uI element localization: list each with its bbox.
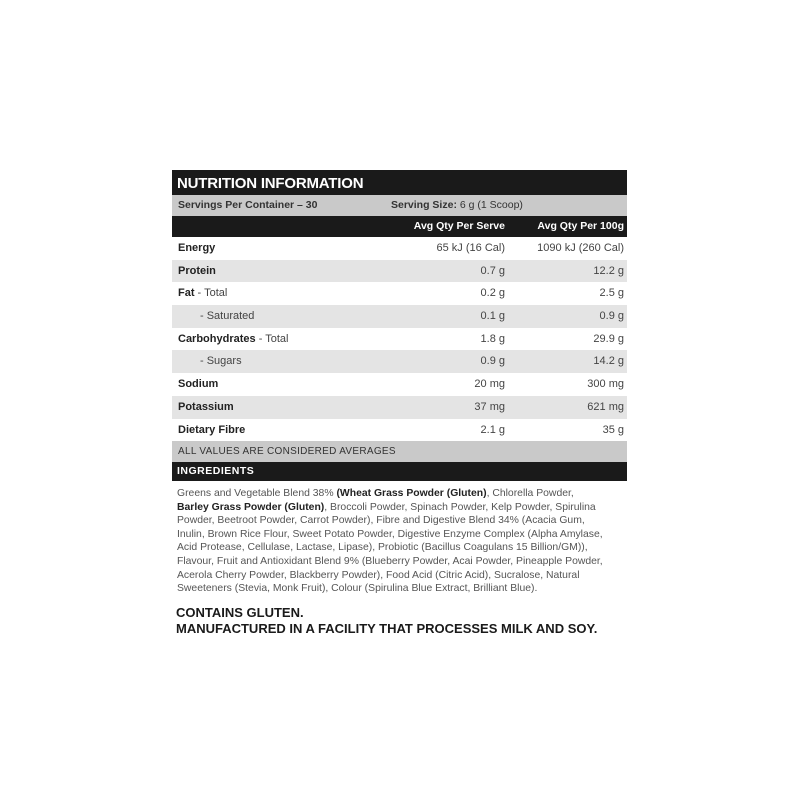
allergen-ingredient: Barley Grass Powder (Gluten): [177, 501, 325, 513]
nutrition-row: [172, 350, 627, 373]
per-100g-value: 0.9 g: [599, 310, 624, 323]
ingredients-text: [177, 487, 603, 596]
per-100g-value: 1090 kJ (260 Cal): [537, 242, 624, 254]
nutrient-label: [178, 287, 227, 299]
column-header-per-serve: Avg Qty Per Serve: [413, 220, 505, 232]
nutrient-qualifier: - Total: [194, 287, 228, 300]
warning-facility: MANUFACTURED IN A FACILITY THAT PROCESSES MILK AND SOY.: [176, 621, 598, 636]
nutrient-qualifier: - Total: [255, 332, 289, 345]
table-header: [172, 216, 627, 237]
serving-size-label: Serving Size:: [391, 199, 457, 211]
ingredient-text: Powder, Beetroot Powder, Carrot Powder), Fibre and Digestive Blend 34% (Acacia Gum,: [177, 515, 585, 527]
per-100g-value: 300 mg: [587, 378, 624, 391]
ingredient-text: Greens and Vegetable Blend 38%: [177, 488, 337, 499]
ingredients-line: [177, 569, 603, 583]
nutrient-qualifier: - Saturated: [200, 310, 255, 323]
nutrient-label: [200, 310, 254, 322]
ingredients-line: [177, 528, 603, 542]
nutrition-panel: [172, 170, 627, 481]
serving-size-value: 6 g (1 Scoop): [459, 199, 523, 211]
per-serve-value: 37 mg: [474, 400, 505, 413]
nutrition-row: [172, 419, 627, 442]
nutrient-label: [178, 424, 245, 436]
per-serve-value: 0.1 g: [480, 310, 505, 323]
nutrient-qualifier: - Sugars: [200, 355, 242, 368]
nutrition-row: [172, 373, 627, 396]
ingredients-line: [177, 582, 603, 596]
serving-info-row: [172, 195, 627, 216]
nutrient-name: Fat: [178, 287, 195, 300]
ingredients-line: [177, 514, 603, 528]
nutrient-label: [178, 378, 218, 390]
averages-note: ALL VALUES ARE CONSIDERED AVERAGES: [172, 441, 627, 462]
servings-per-container: Servings Per Container – 30: [178, 199, 318, 211]
nutrition-row: [172, 282, 627, 305]
warning-gluten: CONTAINS GLUTEN.: [176, 605, 304, 620]
per-serve-value: 65 kJ (16 Cal): [436, 242, 505, 254]
per-100g-value: 621 mg: [587, 400, 624, 413]
per-100g-value: 35 g: [602, 423, 624, 436]
nutrient-label: [178, 265, 216, 277]
per-serve-value: 1.8 g: [480, 332, 505, 345]
nutrient-name: Carbohydrates: [178, 332, 256, 345]
per-100g-value: 12.2 g: [593, 264, 624, 277]
nutrition-row: [172, 305, 627, 328]
ingredient-text: Inulin, Brown Rice Flour, Sweet Potato Powder, Digestive Enzyme Complex (Alpha Amylase,: [177, 528, 603, 540]
nutrient-label: [178, 333, 288, 345]
ingredients-line: [177, 487, 603, 501]
ingredient-text: Acid Protease, Cellulase, Lactase, Lipase), Probiotic (Bacillus Coagulans 15 Billion/GM)),: [177, 542, 588, 554]
per-100g-value: 29.9 g: [593, 332, 624, 345]
nutrient-name: Protein: [178, 264, 216, 277]
per-serve-value: 0.9 g: [480, 355, 505, 368]
nutrition-row: [172, 260, 627, 283]
column-header-per-100g: Avg Qty Per 100g: [537, 220, 624, 232]
per-100g-value: 2.5 g: [599, 287, 624, 300]
nutrient-label: [178, 401, 234, 413]
ingredients-line: [177, 541, 603, 555]
per-serve-value: 2.1 g: [480, 423, 505, 436]
nutrient-label: [178, 242, 215, 254]
allergen-ingredient: (Wheat Grass Powder (Gluten): [336, 488, 487, 499]
nutrient-name: Dietary Fibre: [178, 423, 246, 436]
nutrient-label: [200, 355, 242, 367]
per-serve-value: 20 mg: [474, 378, 505, 391]
ingredient-text: Sweeteners (Stevia, Monk Fruit), Colour (Spirulina Blue Extract, Brilliant Blue).: [177, 583, 538, 595]
ingredient-text: Acerola Cherry Powder, Blackberry Powder), Food Acid (Citric Acid), Sucralose, Natural: [177, 569, 580, 581]
nutrition-row: [172, 396, 627, 419]
ingredients-line: [177, 555, 603, 569]
ingredient-text: Flavour, Fruit and Antioxidant Blend 9% (Blueberry Powder, Acai Powder, Pineapple Powder,: [177, 555, 603, 567]
per-100g-value: 14.2 g: [593, 355, 624, 368]
per-serve-value: 0.7 g: [480, 264, 505, 277]
per-serve-value: 0.2 g: [480, 287, 505, 300]
allergen-warnings: [176, 605, 597, 637]
nutrient-name: Potassium: [178, 400, 234, 413]
ingredient-text: , Broccoli Powder, Spinach Powder, Kelp Powder, Spirulina: [324, 501, 596, 513]
nutrient-name: Sodium: [178, 378, 219, 391]
ingredients-title: INGREDIENTS: [172, 462, 627, 481]
panel-title: NUTRITION INFORMATION: [172, 170, 627, 195]
nutrition-row: [172, 237, 627, 260]
nutrition-row: [172, 328, 627, 351]
nutrient-name: Energy: [178, 242, 216, 254]
serving-size: [391, 195, 523, 216]
ingredient-text: , Chlorella Powder,: [486, 488, 574, 499]
ingredients-line: [177, 501, 603, 515]
